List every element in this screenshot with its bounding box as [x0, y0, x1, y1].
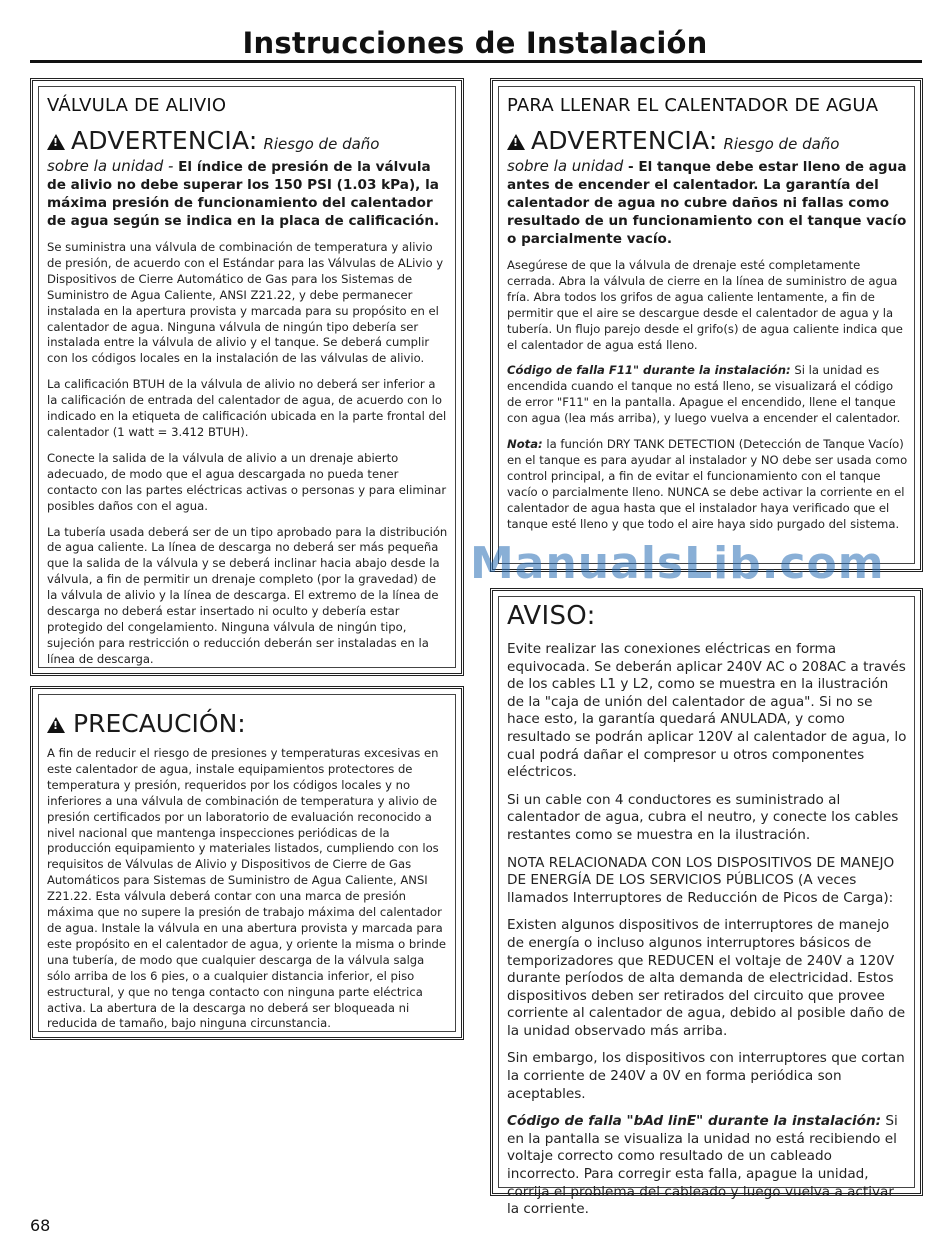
- page-title: Instrucciones de Instalación: [242, 26, 708, 60]
- valvula-alivio-box: [30, 78, 464, 676]
- precaucion-heading-line: [47, 709, 449, 738]
- valvula-lead: [47, 157, 449, 230]
- warning-triangle-icon: [47, 134, 65, 150]
- llenar-f11-text: Si la unidad es encendida cuando el tanque no está lleno, se visualizará el código de error "F11" en la pantalla. Apague el encendido, llene el tanque con agua (lea más arriba), y luego vuelva a encender el calentador.: [507, 363, 901, 426]
- llenar-warning-word: ADVERTENCIA:: [531, 126, 718, 155]
- aviso-paragraph-5: Sin embargo, los dispositivos con interruptores que cortan la corriente de 240V a 0V en forma periódica son aceptables.: [507, 1050, 905, 1102]
- llenar-paragraph-3: [507, 437, 908, 532]
- llenar-paragraph-1: Asegúrese de que la válvula de drenaje esté completamente cerrada. Abra la válvula de cierre en la línea de suministro de agua fría. Abra todos los grifos de agua caliente lentamente, a fin de permitir que el aire se descargue desde el calentador de agua y la tubería. Un flujo parejo desde el grifo(s) de agua caliente indica que el calentador de agua está lleno.: [507, 258, 903, 352]
- valvula-paragraph-4: La tubería usada deberá ser de un tipo aprobado para la distribución de agua caliente. La línea de descarga no deberá ser más pequeña que la salida de la válvula y se deberá inclinar hacia abajo desde la válvula, a fin de permitir un drenaje completo (por la gravedad) de la válvula de alivio y la línea de descarga. El extremo de la línea de descarga no deberá estar insertado ni oculto y debería estar protegido del congelamiento. Ninguna válvula de ningún tipo, sujeción para restricción o reducción deberán ser instaladas en la línea de descarga.: [47, 524, 448, 666]
- valvula-paragraph-2: La calificación BTUH de la válvula de alivio no deberá ser inferior a la calificación de entrada del calentador de agua, de acuerdo con lo indicado en la etiqueta de calificación ubicada en la parte frontal del calentador (1 watt = 3.412 BTUH).: [47, 377, 447, 439]
- aviso-box: [490, 588, 923, 1218]
- aviso-paragraph-3: NOTA RELACIONADA CON LOS DISPOSITIVOS DE MANEJO DE ENERGÍA DE LOS SERVICIOS PÚBLICOS (A veces llamados Interruptores de Reducción de Picos de Carga):: [507, 854, 895, 906]
- warning-triangle-icon: [47, 717, 65, 733]
- aviso-bad-line-text: Si en la pantalla se visualiza la unidad no está recibiendo el voltaje correcto como resultado de un cableado incorrecto. Para corregir esta falla, apague la unidad, corrija el problema del cableado y luego vuelva a activar la corriente.: [507, 1113, 898, 1218]
- title-rule: [30, 60, 922, 63]
- precaucion-heading: PRECAUCIÓN:: [73, 709, 246, 738]
- valvula-warning-word: ADVERTENCIA:: [71, 126, 258, 155]
- llenar-lead-text: - El tanque debe estar lleno de agua antes de encender el calentador. La garantía del calentador de agua no cubre daños ni fallas como resultado de un funcionamiento con el tanque vacío o parcialmente vacío.: [507, 159, 907, 247]
- precaucion-paragraph: A fin de reducir el riesgo de presiones y temperaturas excesivas en este calentador de agua, instale equipamientos protectores de temperatura y presión, requeridos por los códigos locales y no inferiores a una válvula de combinación de temperatura y alivio de presión certificados por un laboratorio de evaluación reconocido a nivel nacional que mantenga inspecciones periódicas de la producción equipamiento y materiales listados, cumpliendo con los requisitos de Válvulas de Alivio y Dispositivos de Cierre de Gas Automáticos para Sistemas de Suministro de Agua Caliente, ANSI Z21.22. Esta válvula deberá contar con una marca de presión máxima que no supere la presión de trabajo máxima del calentador de agua. Instale la válvula en una abertura provista y marcada para este propósito en el calentador de agua, y oriente la misma o brinde una tubería, de modo que cualquier descarga de la válvula salga sólo arriba de los 6 pies, o a cualquier distancia inferior, el piso estructural, y que no tenga contacto con ninguna parte eléctrica activa. La abertura de la descarga no deberá ser bloqueada ni reducida de tamaño, bajo ninguna circunstancia.: [47, 746, 447, 1031]
- llenar-heading: PARA LLENAR EL CALENTADOR DE AGUA: [507, 95, 879, 116]
- precaucion-box: [30, 686, 464, 1040]
- warning-triangle-icon: [507, 134, 525, 150]
- llenar-lead: [507, 157, 908, 248]
- valvula-heading: VÁLVULA DE ALIVIO: [47, 95, 227, 116]
- llenar-warning-line: [507, 126, 908, 155]
- watermark: ManualsLib.com: [470, 538, 885, 589]
- page-number: 68: [30, 1216, 51, 1235]
- aviso-paragraph-2: Si un cable con 4 conductores es suministrado al calentador de agua, cubra el neutro, y conecte los cables restantes como se muestra en la ilustración.: [507, 791, 899, 843]
- aviso-paragraph-6: [507, 1113, 908, 1219]
- valvula-lead-italic: sobre la unidad -: [47, 157, 174, 175]
- llenar-lead-italic: sobre la unidad: [507, 157, 624, 175]
- valvula-warning-line: [47, 126, 449, 155]
- llenar-nota-label: Nota:: [507, 437, 543, 452]
- llenar-f11-label: Código de falla F11" durante la instalación:: [507, 363, 791, 378]
- valvula-paragraph-3: Conecte la salida de la válvula de alivio a un drenaje abierto adecuado, de modo que el agua descargada no pueda tener contacto con las partes eléctricas activas o personas y para eliminar posibles daños con el agua.: [47, 450, 447, 513]
- aviso-bad-line-label: Código de falla "bAd linE" durante la instalación:: [507, 1113, 882, 1130]
- aviso-paragraph-1: Evite realizar las conexiones eléctricas en forma equivocada. Se deberán aplicar 240V AC o 208AC a través de los cables L1 y L2, como se muestra en la ilustración de la "caja de unión del calentador de agua". Si no se hace esto, la garantía quedará ANULADA, y como resultado se podrán aplicar 120V al calentador de agua, lo cual podrá dañar el compresor u otros componentes eléctricos.: [507, 641, 907, 781]
- valvula-lead-text: El índice de presión de la válvula de alivio no debe superar los 150 PSI (1.03 kPa), la máxima presión de funcionamiento del calentador de agua según se indica en la placa de calificación.: [47, 159, 440, 229]
- llenar-nota-text: la función DRY TANK DETECTION (Detección de Tanque Vacío) en el tanque es para ayudar al instalador y NO debe ser usada como control principal, a fin de evitar el funcionamiento con el tanque vacío o parcialmente lleno. NUNCA se debe activar la corriente en el calentador de agua hasta que el instalador haya verificado que el tanque esté lleno y que todo el aire haya sido purgado del sistema.: [507, 437, 908, 531]
- llenar-paragraph-2: [507, 363, 908, 427]
- aviso-paragraph-4: Existen algunos dispositivos de interruptores de manejo de energía o incluso algunos interruptores básicos de temporizadores que REDUCEN el voltaje de 240V a 120V durante períodos de alta demanda de electricidad. Estos dispositivos deben ser retirados del circuito que provee corriente al calentador de agua, debido al posible daño de la unidad observado más arriba.: [507, 917, 906, 1039]
- valvula-warning-sub: Riesgo de daño: [263, 135, 380, 153]
- valvula-paragraph-1: Se suministra una válvula de combinación de temperatura y alivio de presión, de acuerdo con el Estándar para las Válvulas de ALivio y Dispositivos de Cierre Automático de Gas para los Sistemas de Suministro de Agua Caliente, ANSI Z21.22, y debe permanecer instalada en la apertura provista y marcada para su propósito en el calentador de agua. Ninguna válvula de ningún tipo debería ser instalada entre la válvula de alivio y el tanque. Se deberá cumplir con los códigos locales en la instalación de las válvulas de alivio.: [47, 240, 444, 366]
- llenar-box: [490, 78, 923, 572]
- aviso-heading: AVISO:: [507, 601, 596, 631]
- llenar-warning-sub: Riesgo de daño: [723, 135, 840, 153]
